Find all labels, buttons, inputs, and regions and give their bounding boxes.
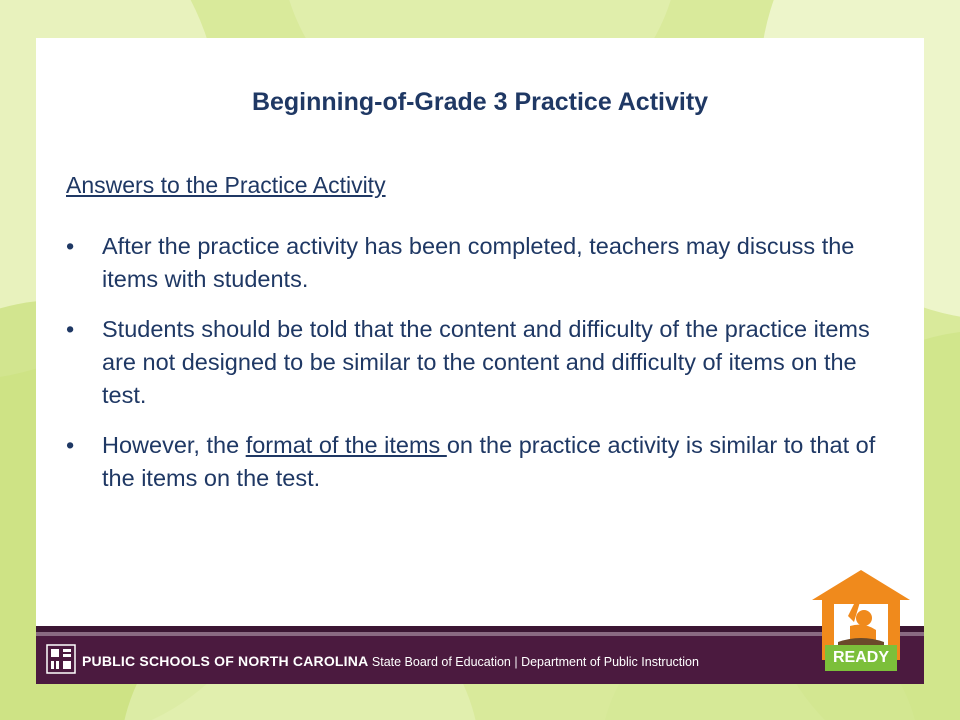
bullet-text-underlined: format of the items xyxy=(245,432,447,458)
footer-org-name: PUBLIC SCHOOLS OF NORTH CAROLINA xyxy=(82,653,369,669)
ready-logo-label: READY xyxy=(825,645,897,671)
footer-bar xyxy=(36,636,924,684)
bullet-text: After the practice activity has been completed, teachers may discuss the items with students. xyxy=(102,233,855,292)
slide-title: Beginning-of-Grade 3 Practice Activity xyxy=(251,88,709,116)
bullet-item xyxy=(66,230,896,296)
footer-subtitle: State Board of Education | Department of Public Instruction xyxy=(371,655,699,669)
bullet-glyph: • xyxy=(66,316,75,342)
bullet-text-after: on the practice activity is similar to that of the items on the test. xyxy=(102,432,876,491)
section-subheading: Answers to the Practice Activity xyxy=(66,172,386,198)
bullet-text-before: However, the xyxy=(102,432,246,458)
bullet-item xyxy=(66,313,896,412)
bullet-list xyxy=(66,230,896,512)
footer-text xyxy=(82,653,699,669)
bullet-glyph: • xyxy=(66,233,75,259)
bullet-text: Students should be told that the content and difficulty of the practice items are not designed to be similar to the content and difficulty of items on the test. xyxy=(102,316,870,408)
bullet-glyph: • xyxy=(66,432,75,458)
nc-seal-icon xyxy=(46,644,76,674)
bullet-item xyxy=(66,429,896,495)
